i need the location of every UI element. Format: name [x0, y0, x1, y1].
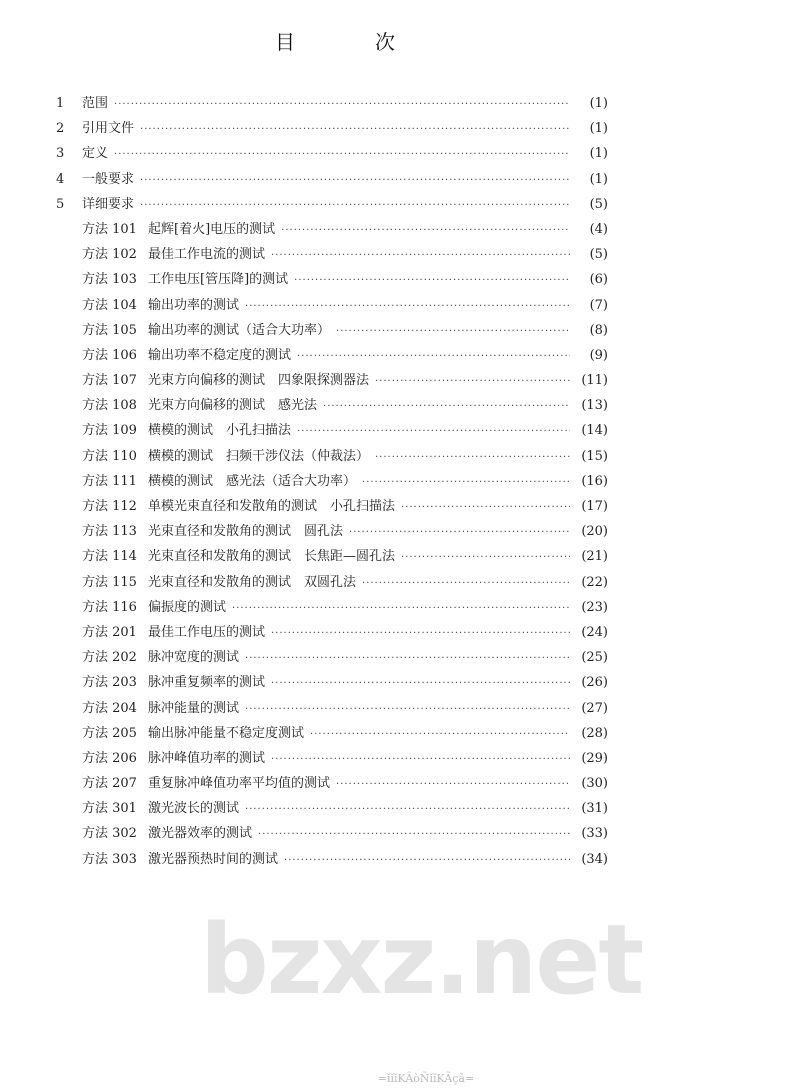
toc-entry[interactable] [56, 520, 608, 545]
method-title: 脉冲能量的测试 [148, 700, 240, 716]
dot-leader [271, 250, 570, 261]
page-number: (20) [581, 524, 608, 540]
dot-leader [375, 376, 570, 387]
toc-entry[interactable] [56, 797, 608, 822]
page-number: (30) [581, 776, 608, 792]
method-number: 方法 207 [82, 776, 137, 792]
dot-leader [336, 779, 570, 790]
method-number: 方法 111 [82, 473, 137, 489]
toc-entry[interactable] [56, 117, 608, 142]
toc-entry[interactable] [56, 168, 608, 193]
toc-entry[interactable] [56, 671, 608, 696]
method-number: 方法 115 [82, 574, 137, 590]
dot-leader [245, 804, 570, 815]
page-number: (5) [589, 196, 608, 212]
method-title: 脉冲重复频率的测试 [148, 675, 266, 691]
method-title: 激光器效率的测试 [148, 826, 253, 842]
dot-leader [258, 829, 570, 840]
page-number: (8) [589, 322, 608, 338]
toc-entry[interactable] [56, 294, 608, 319]
dot-leader [114, 99, 570, 110]
section-number: 1 [56, 96, 65, 111]
page-number: (31) [581, 801, 608, 817]
dot-leader [271, 628, 570, 639]
method-title: 起辉[着火]电压的测试 [148, 221, 276, 237]
page-number: (5) [589, 247, 608, 263]
method-number: 方法 206 [82, 750, 137, 766]
dot-leader [310, 729, 570, 740]
toc-entry[interactable] [56, 445, 608, 470]
dot-leader [271, 754, 570, 765]
method-number: 方法 102 [82, 247, 137, 263]
page-title: 目 次 [275, 30, 425, 54]
method-title: 脉冲峰值功率的测试 [148, 750, 266, 766]
section-list [56, 92, 608, 218]
method-title: 偏振度的测试 [148, 599, 227, 615]
page-number: (16) [581, 473, 608, 489]
method-title: 脉冲宽度的测试 [148, 650, 240, 666]
toc-entry[interactable] [56, 571, 608, 596]
section-number: 5 [56, 196, 65, 212]
table-of-contents [56, 92, 608, 873]
toc-entry[interactable] [56, 92, 608, 117]
method-number: 方法 203 [82, 675, 137, 691]
dot-leader [297, 426, 570, 437]
dot-leader [232, 603, 570, 614]
page-number: (1) [589, 121, 608, 137]
toc-entry[interactable] [56, 243, 608, 268]
dot-leader [245, 653, 570, 664]
toc-entry[interactable] [56, 848, 608, 873]
dot-leader [336, 326, 570, 337]
section-title: 引用文件 [82, 121, 135, 137]
page-number: (13) [581, 398, 608, 414]
toc-entry[interactable] [56, 697, 608, 722]
method-number: 方法 202 [82, 650, 137, 666]
dot-leader [294, 275, 570, 286]
dot-leader [245, 301, 570, 312]
dot-leader [401, 502, 570, 513]
toc-entry[interactable] [56, 319, 608, 344]
page-number: (1) [589, 146, 608, 162]
method-title: 输出脉冲能量不稳定度测试 [148, 725, 305, 741]
method-number: 方法 101 [82, 221, 137, 237]
method-number: 方法 301 [82, 801, 137, 817]
dot-leader [401, 552, 570, 563]
method-title: 单模光束直径和发散角的测试 小孔扫描法 [148, 499, 396, 514]
dot-leader [284, 855, 570, 866]
section-title: 一般要求 [82, 171, 135, 187]
toc-entry[interactable] [56, 722, 608, 747]
method-number: 方法 104 [82, 297, 137, 313]
page-number: (17) [581, 499, 608, 514]
dot-leader [140, 124, 570, 135]
page-number: (25) [581, 650, 608, 666]
section-number: 4 [56, 171, 65, 187]
method-title: 光束直径和发散角的测试 圆孔法 [148, 524, 344, 540]
page-number: (23) [581, 599, 608, 615]
method-title: 输出功率的测试（适合大功率） [148, 322, 331, 338]
toc-entry[interactable] [56, 268, 608, 293]
page-number: (7) [589, 297, 608, 313]
toc-entry[interactable] [56, 470, 608, 495]
page-footer: =ĭĭĭKÃòÑĭĭKÃçã= [377, 1072, 475, 1085]
toc-entry[interactable] [56, 596, 608, 621]
method-title: 横模的测试 小孔扫描法 [148, 423, 292, 439]
page-number: (21) [581, 549, 608, 565]
page-number: (28) [581, 725, 608, 741]
page-number: (14) [581, 423, 608, 439]
toc-entry[interactable] [56, 646, 608, 671]
method-number: 方法 109 [82, 423, 137, 439]
method-title: 横模的测试 扫频干涉仪法（仲裁法） [148, 448, 370, 464]
toc-entry[interactable] [56, 772, 608, 797]
dot-leader [297, 351, 570, 362]
dot-leader [323, 401, 570, 412]
toc-entry[interactable] [56, 747, 608, 772]
method-number: 方法 201 [82, 624, 137, 640]
page-number: (6) [589, 272, 608, 288]
page-number: (34) [581, 851, 608, 867]
method-number: 方法 303 [82, 851, 137, 867]
page-number: (27) [581, 700, 608, 716]
toc-entry[interactable] [56, 369, 608, 394]
toc-entry[interactable] [56, 495, 608, 520]
page-number: (33) [581, 826, 608, 842]
method-number: 方法 112 [82, 499, 137, 514]
dot-leader [271, 678, 570, 689]
watermark: bzxz.net [200, 904, 643, 1016]
method-title: 输出功率的测试 [148, 297, 240, 313]
page-number: (15) [581, 448, 608, 464]
toc-entry[interactable] [56, 344, 608, 369]
page-number: (4) [589, 221, 608, 237]
method-title: 光束方向偏移的测试 感光法 [148, 398, 318, 414]
method-number: 方法 105 [82, 322, 137, 338]
method-number: 方法 108 [82, 398, 137, 414]
dot-leader [140, 175, 570, 186]
section-number: 3 [56, 146, 65, 162]
method-title: 最佳工作电流的测试 [148, 247, 266, 263]
dot-leader [140, 200, 570, 211]
toc-entry[interactable] [56, 394, 608, 419]
toc-entry[interactable] [56, 419, 608, 444]
dot-leader [362, 578, 570, 589]
dot-leader [114, 149, 570, 160]
method-title: 工作电压[管压降]的测试 [148, 272, 289, 288]
method-number: 方法 114 [82, 549, 137, 565]
toc-entry[interactable] [56, 218, 608, 243]
method-number: 方法 205 [82, 725, 137, 741]
method-title: 最佳工作电压的测试 [148, 624, 266, 640]
method-number: 方法 302 [82, 826, 137, 842]
method-number: 方法 103 [82, 272, 137, 288]
toc-entry[interactable] [56, 621, 608, 646]
toc-entry[interactable] [56, 822, 608, 847]
page-number: (26) [581, 675, 608, 691]
dot-leader [375, 452, 570, 463]
page-number: (29) [581, 750, 608, 766]
method-title: 横模的测试 感光法（适合大功率） [148, 473, 357, 489]
method-title: 激光器预热时间的测试 [148, 851, 279, 867]
toc-entry[interactable] [56, 193, 608, 218]
page-number: (22) [581, 574, 608, 590]
page-number: (9) [589, 347, 608, 363]
method-title: 激光波长的测试 [148, 801, 240, 817]
method-number: 方法 107 [82, 373, 137, 389]
method-number: 方法 110 [82, 448, 137, 464]
method-title: 光束方向偏移的测试 四象限探测器法 [148, 373, 370, 389]
section-title: 详细要求 [82, 196, 135, 212]
page-number: (24) [581, 624, 608, 640]
method-title: 重复脉冲峰值功率平均值的测试 [148, 776, 331, 792]
section-number: 2 [56, 121, 65, 137]
method-number: 方法 106 [82, 347, 137, 363]
method-number: 方法 113 [82, 524, 137, 540]
page-number: (11) [581, 373, 608, 389]
method-number: 方法 116 [82, 599, 137, 615]
dot-leader [281, 225, 570, 236]
toc-entry[interactable] [56, 142, 608, 167]
method-title: 光束直径和发散角的测试 长焦距—圆孔法 [148, 549, 396, 565]
method-title: 光束直径和发散角的测试 双圆孔法 [148, 574, 357, 590]
dot-leader [349, 527, 570, 538]
page-number: (1) [589, 171, 608, 187]
dot-leader [362, 477, 570, 488]
method-number: 方法 204 [82, 700, 137, 716]
section-title: 范围 [82, 96, 109, 111]
method-title: 输出功率不稳定度的测试 [148, 347, 292, 363]
dot-leader [245, 704, 570, 715]
section-title: 定义 [82, 146, 109, 162]
page-number: (1) [589, 96, 608, 111]
method-list [56, 218, 608, 873]
toc-entry[interactable] [56, 545, 608, 570]
